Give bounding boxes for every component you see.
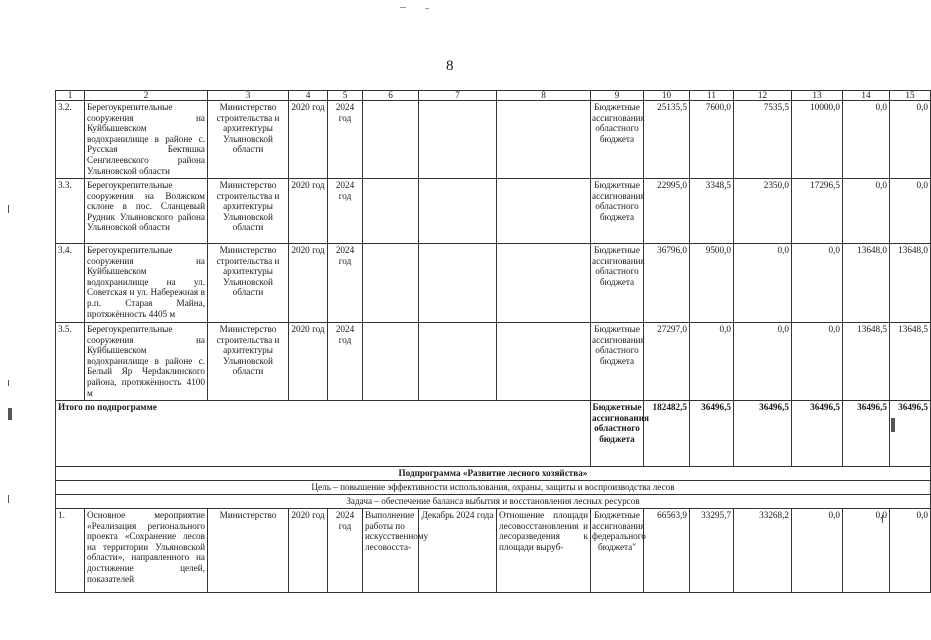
total-value: 182482,5 [644,401,690,467]
column-header: 15 [890,91,931,101]
table-row [56,101,931,179]
cell-col8: Отношение площади лесовосстановления и лесоразведения к площади выруб- [497,509,591,593]
column-number-row [56,91,931,101]
column-header: 11 [690,91,734,101]
cell-col6 [363,179,419,244]
subprogram-goal: Цель – повышение эффективности использования, охраны, защиты и воспроизводства лесов [56,481,931,495]
cell-col8 [497,244,591,323]
executor: Министерство [208,509,289,593]
activity-name: Берегоукрепительные сооружения на Куйбышевском водохранилище на ул. Советская и ул. Набережная в р.п. Старая Майна, протяжённость 4405 м [85,244,208,323]
total-value: 36796,0 [644,244,690,323]
cell-col6 [363,101,419,179]
total-value: 27297,0 [644,323,690,401]
column-header: 6 [363,91,419,101]
scan-edge-mark [8,205,9,213]
cell-col6: Выполнение работы по искусственному лесовосста- [363,509,419,593]
funding-source: Бюджетные ассигнования федерального бюджета" [591,509,644,593]
column-header: 14 [843,91,890,101]
year-value: 0,0 [690,323,734,401]
subprogram-row [56,467,931,481]
year-value: 10000,0 [792,101,843,179]
year-value: 0,0 [843,509,890,593]
cell-col8 [497,323,591,401]
column-header: 7 [419,91,497,101]
subprogram-task: Задача – обеспечение баланса выбытия и восстановления лесных ресурсов [56,495,931,509]
column-header: 1 [56,91,85,101]
cell-col7 [419,179,497,244]
year-value: 7600,0 [690,101,734,179]
page-number: 8 [446,58,454,74]
table-row [56,179,931,244]
year-value: 0,0 [734,323,792,401]
column-header: 10 [644,91,690,101]
total-value: 66563,9 [644,509,690,593]
executor: Министерство строительства и архитектуры Ульяновской области [208,244,289,323]
column-header: 5 [328,91,363,101]
end-year: 2024 год [328,323,363,401]
activity-name: Основное мероприятие «Реализация регионального проекта «Сохранение лесов на территории Ульяновской области», направленного на достижение целей, показателей [85,509,208,593]
column-header: 13 [792,91,843,101]
table-row [56,323,931,401]
year-value: 36496,5 [890,401,931,467]
activity-name: Берегоукрепительные сооружения на Куйбышевском водохранилище в районе с. Русская Бектяшка Сенгилеевского района Ульяновской области [85,101,208,179]
executor: Министерство строительства и архитектуры Ульяновской области [208,323,289,401]
year-value: 36496,5 [734,401,792,467]
row-number: 1. [56,509,85,593]
year-value: 33295,7 [690,509,734,593]
total-value: 25135,5 [644,101,690,179]
cell-col8 [497,179,591,244]
funding-source: Бюджетные ассигнования областного бюджета [591,101,644,179]
scan-edge-mark [8,380,9,386]
start-year: 2020 год [289,179,328,244]
year-value: 0,0 [734,244,792,323]
end-year: 2024 год [328,101,363,179]
end-year: 2024 год [328,244,363,323]
year-value: 13648,0 [890,244,931,323]
scan-edge-mark [8,495,9,503]
subtotal-label: Итого по подпрограмме [56,401,591,467]
executor: Министерство строительства и архитектуры Ульяновской области [208,179,289,244]
end-year: 2024 год [328,179,363,244]
year-value: 36496,5 [843,401,890,467]
year-value: 17296,5 [792,179,843,244]
year-value: 13648,0 [843,244,890,323]
start-year: 2020 год [289,244,328,323]
year-value: 36496,5 [792,401,843,467]
end-year: 2024 год [328,509,363,593]
table-row [56,244,931,323]
scan-edge-mark [8,408,12,420]
funding-source: Бюджетные ассигнования областного бюджета [591,323,644,401]
cell-col7 [419,244,497,323]
year-value: 0,0 [890,179,931,244]
scan-artifact [425,8,429,9]
start-year: 2020 год [289,101,328,179]
year-value: 0,0 [890,101,931,179]
year-value: 0,0 [843,101,890,179]
cell-col6 [363,323,419,401]
column-header: 2 [85,91,208,101]
year-value: 0,0 [890,509,931,593]
year-value: 3348,5 [690,179,734,244]
column-header: 12 [734,91,792,101]
year-value: 13648,5 [843,323,890,401]
cell-col7 [419,101,497,179]
activity-name: Берегоукрепительные сооружения на Куйбышевском водохранилище в районе с. Белый Яр Черdаклинского района, протяжённость 4100 м [85,323,208,401]
year-value: 0,0 [792,244,843,323]
activity-name: Берегоукрепительные сооружения на Волжском склоне в пос. Сланцевый Рудник Ульяновского района Ульяновской области [85,179,208,244]
executor: Министерство строительства и архитектуры Ульяновской области [208,101,289,179]
task-row [56,495,931,509]
start-year: 2020 год [289,323,328,401]
year-value: 36496,5 [690,401,734,467]
start-year: 2020 год [289,509,328,593]
cell-col8 [497,101,591,179]
row-number: 3.5. [56,323,85,401]
goal-row [56,481,931,495]
row-number: 3.3. [56,179,85,244]
row-number: 3.4. [56,244,85,323]
funding-source: Бюджетные ассигнования областного бюджета [591,401,644,467]
budget-table [55,90,931,593]
column-header: 9 [591,91,644,101]
subtotal-row [56,401,931,467]
year-value: 13648,5 [890,323,931,401]
year-value: 0,0 [792,323,843,401]
cell-col7 [419,323,497,401]
year-value: 2350,0 [734,179,792,244]
funding-source: Бюджетные ассигнования областного бюджета [591,244,644,323]
year-value: 0,0 [843,179,890,244]
total-value: 22995,0 [644,179,690,244]
column-header: 3 [208,91,289,101]
cell-col7: Декабрь 2024 года [419,509,497,593]
column-header: 8 [497,91,591,101]
year-value: 7535,5 [734,101,792,179]
column-header: 4 [289,91,328,101]
row-number: 3.2. [56,101,85,179]
table-row [56,509,931,593]
subprogram-title: Подпрограмма «Развитие лесного хозяйства» [56,467,931,481]
cell-col6 [363,244,419,323]
scan-artifact [400,7,406,8]
year-value: 9500,0 [690,244,734,323]
funding-source: Бюджетные ассигнования областного бюджета [591,179,644,244]
year-value: 0,0 [792,509,843,593]
year-value: 33268,2 [734,509,792,593]
